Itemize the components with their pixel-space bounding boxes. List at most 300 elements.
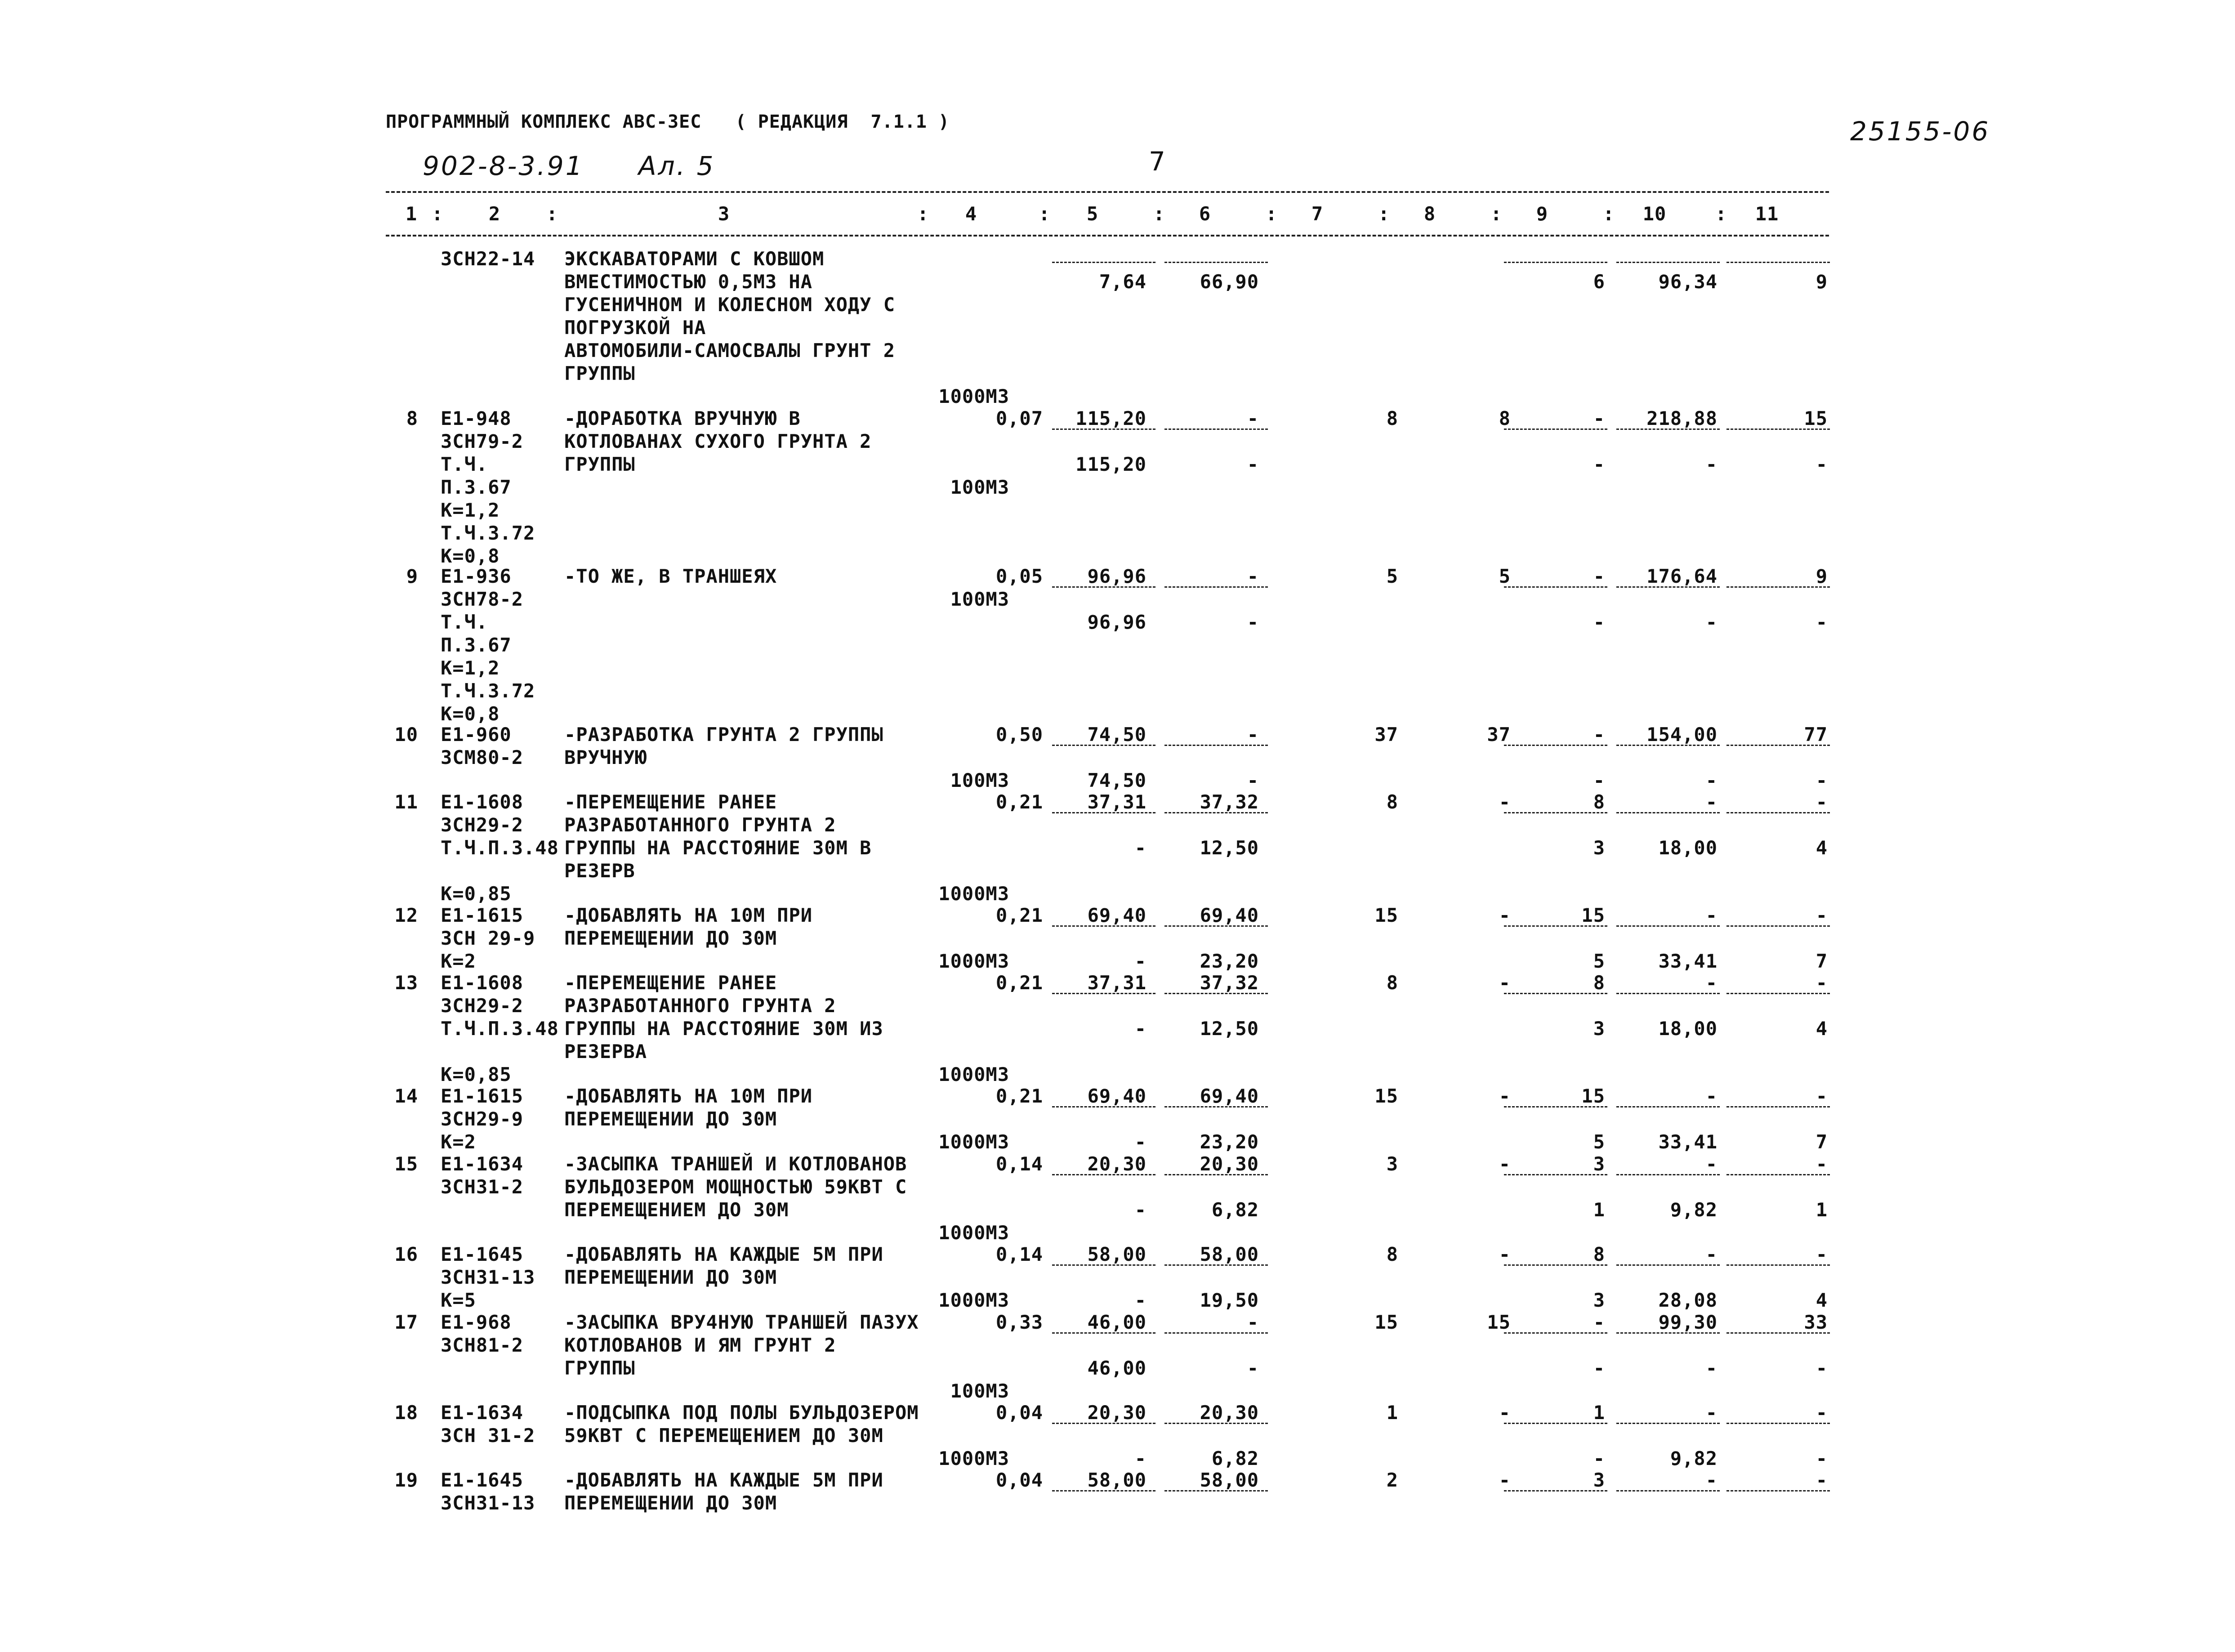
cell-machine-cost: 3: [1593, 1469, 1605, 1491]
unit-of-measure: 1000М3: [938, 950, 1009, 972]
cell-rule: [1504, 812, 1607, 813]
cell-rule: [1616, 1106, 1720, 1107]
norm-code: Е1-960: [441, 723, 512, 746]
cell-rule: [1616, 1490, 1720, 1491]
cell-rule: [1052, 586, 1155, 588]
work-description: -ПЕРЕМЕЩЕНИЕ РАНЕЕ: [564, 972, 777, 994]
cell-rule: [1726, 1264, 1830, 1266]
row-number: 12: [394, 904, 418, 926]
cell-machine-cost: 15: [1581, 1085, 1605, 1107]
cell-machine-wages-total: -: [1593, 1357, 1605, 1379]
cell-unit-cost: 46,00: [1087, 1311, 1146, 1333]
cell-unit-cost-machines: 37,32: [1200, 972, 1259, 994]
cell-machine-cost: 8: [1593, 791, 1605, 813]
cell-total-labor: 8: [1386, 972, 1398, 994]
work-description: ГРУППЫ: [564, 1357, 635, 1379]
norm-code: 3СН31-13: [441, 1266, 535, 1288]
work-description: -ДОБАВЛЯТЬ НА КАЖДЫЕ 5М ПРИ: [564, 1469, 883, 1491]
norm-code: 3СН78-2: [441, 588, 524, 610]
row-number: 9: [406, 565, 418, 587]
cell-wages-total: -: [1705, 769, 1718, 791]
cell-unit-cost-machines: 58,00: [1200, 1243, 1259, 1265]
cell-total-labor: 8: [1386, 1243, 1398, 1265]
cell-labor-wages: 7: [1816, 1131, 1828, 1153]
cell-machine-wages: 6,82: [1211, 1447, 1259, 1469]
work-description: 59КВТ С ПЕРЕМЕЩЕНИЕМ ДО 30М: [564, 1424, 883, 1447]
cell-unit-cost: 69,40: [1087, 904, 1146, 926]
cell-total-cost: -: [1705, 791, 1718, 813]
cell-machine-cost: 15: [1581, 904, 1605, 926]
column-separator: :: [917, 203, 929, 225]
unit-of-measure: 100М3: [950, 769, 1009, 791]
cell-machine-wages: 19,50: [1200, 1289, 1259, 1311]
norm-code: К=5: [441, 1289, 476, 1311]
cell-unit-cost: 115,20: [1075, 407, 1146, 429]
cell-rule: [1052, 1490, 1155, 1491]
cell-machine-wages-total: 3: [1593, 837, 1605, 859]
cell-labor-wages: 1: [1816, 1199, 1828, 1221]
cell-wages: -: [1499, 1402, 1511, 1424]
cell-rule: [1164, 1490, 1268, 1491]
norm-code: 3СН22-14: [441, 248, 535, 270]
cell-labor-wages: 4: [1816, 1018, 1828, 1040]
cell-wages: -: [1499, 791, 1511, 813]
cell-rule: [1726, 812, 1830, 813]
cell-total-cost: -: [1705, 1085, 1718, 1107]
cell-machine-cost: -: [1593, 723, 1605, 746]
header-top-rule: [386, 191, 1829, 193]
row-number: 10: [394, 723, 418, 746]
cell-machine-cost: -: [1593, 1311, 1605, 1333]
cell-rule: [1726, 1423, 1830, 1424]
cell-rule: [1504, 429, 1607, 430]
cell-labor-cost: -: [1816, 1469, 1828, 1491]
cell-total-cost: 176,64: [1646, 565, 1718, 587]
norm-code: К=0,8: [441, 545, 500, 567]
cell-rule: [1164, 745, 1268, 746]
cell-rule: [1052, 1264, 1155, 1266]
cell-rule: [1164, 262, 1268, 263]
cell-wages-total: 33,41: [1658, 1131, 1718, 1153]
work-description: КОТЛОВАНОВ И ЯМ ГРУНТ 2: [564, 1334, 836, 1356]
column-separator: :: [1378, 203, 1390, 225]
work-description: ЭКСКАВАТОРАМИ С КОВШОМ: [564, 248, 825, 270]
cell-unit-cost: 96,96: [1087, 565, 1146, 587]
cell-wages: 5: [1499, 565, 1511, 587]
cell-labor-cost: 33: [1804, 1311, 1828, 1333]
cell-wages: 37: [1487, 723, 1511, 746]
norm-code: 3СН29-2: [441, 814, 524, 836]
norm-code: Т.Ч.П.3.48: [441, 1018, 559, 1040]
unit-of-measure: 1000М3: [938, 1447, 1009, 1469]
cell-quantity: 0,21: [995, 972, 1043, 994]
work-description: -ПЕРЕМЕЩЕНИЕ РАНЕЕ: [564, 791, 777, 813]
cell-machine-wages-total: 3: [1593, 1018, 1605, 1040]
album-number: Ал. 5: [638, 151, 715, 181]
work-description: ПЕРЕМЕЩЕНИИ ДО 30М: [564, 1108, 777, 1130]
cell-unit-cost: 74,50: [1087, 723, 1146, 746]
norm-code: Е1-1608: [441, 791, 524, 813]
row-number: 14: [394, 1085, 418, 1107]
cell-wages-total: 9,82: [1670, 1447, 1718, 1469]
norm-code: Е1-968: [441, 1311, 512, 1333]
cell-total-cost: -: [1705, 904, 1718, 926]
norm-code: К=2: [441, 950, 476, 972]
cell-rule: [1504, 993, 1607, 994]
cell-rule: [1164, 586, 1268, 588]
cell-machine-wages-total: 5: [1593, 1131, 1605, 1153]
unit-of-measure: 100М3: [950, 588, 1009, 610]
cell-rule: [1504, 586, 1607, 588]
cell-rule: [1504, 1264, 1607, 1266]
cell-labor-wages: 4: [1816, 1289, 1828, 1311]
cell-rule: [1726, 993, 1830, 994]
cell-total-cost: 154,00: [1646, 723, 1718, 746]
cell-total-labor: 15: [1374, 1311, 1398, 1333]
cell-total-labor: 15: [1374, 1085, 1398, 1107]
cell-wages-total: 9,82: [1670, 1199, 1718, 1221]
program-title: ПРОГРАММНЫЙ КОМПЛЕКС АВС-ЗЕС ( РЕДАКЦИЯ 7.1.1 ): [386, 112, 950, 132]
column-header-6: 6: [1199, 203, 1211, 225]
column-separator: :: [1490, 203, 1503, 225]
norm-code: Т.Ч.: [441, 611, 488, 633]
row-number: 8: [406, 407, 418, 429]
cell-rule: [1504, 1106, 1607, 1107]
work-description: ПЕРЕМЕЩЕНИЕМ ДО 30М: [564, 1199, 789, 1221]
cell-wages-total: 28,08: [1658, 1289, 1718, 1311]
cell-unit-cost-wages: 96,96: [1087, 611, 1146, 633]
cell-rule: [1726, 1106, 1830, 1107]
cell-rule: [1052, 1332, 1155, 1334]
column-separator: :: [432, 203, 444, 225]
row-number: 18: [394, 1402, 418, 1424]
work-description: АВТОМОБИЛИ-САМОСВАЛЫ ГРУНТ 2: [564, 339, 896, 362]
column-header-10: 10: [1642, 203, 1667, 225]
norm-code: Е1-1634: [441, 1402, 524, 1424]
cell-total-cost: -: [1705, 1402, 1718, 1424]
cell-rule: [1052, 812, 1155, 813]
cell-unit-cost-wages: -: [1134, 1018, 1146, 1040]
norm-code: Т.Ч.3.72: [441, 680, 535, 702]
cell-machine-wages: 12,50: [1200, 837, 1259, 859]
cell-labor-cost: -: [1816, 1085, 1828, 1107]
norm-code: П.3.67: [441, 634, 512, 656]
cell-rule: [1616, 993, 1720, 994]
cell-rule: [1052, 993, 1155, 994]
norm-code: К=2: [441, 1131, 476, 1153]
cell-rule: [1164, 812, 1268, 813]
cell-machine-wages-total: -: [1593, 769, 1605, 791]
cell-machine-wages: -: [1247, 453, 1259, 475]
cell-rule: [1164, 429, 1268, 430]
cell-machine-wages-total: 5: [1593, 950, 1605, 972]
work-description: ВРУЧНУЮ: [564, 746, 647, 768]
cell-labor-cost: -: [1816, 904, 1828, 926]
cell-unit-cost-wages: -: [1134, 950, 1146, 972]
cell-rule: [1164, 993, 1268, 994]
cell-total-cost: 96,34: [1658, 271, 1718, 293]
cell-total-cost: -: [1705, 1153, 1718, 1175]
column-header-3: 3: [718, 203, 730, 225]
cell-unit-cost-wages: 115,20: [1075, 453, 1146, 475]
cell-quantity: 0,07: [995, 407, 1043, 429]
work-description: ПЕРЕМЕЩЕНИИ ДО 30М: [564, 1266, 777, 1288]
norm-code: Е1-1615: [441, 1085, 524, 1107]
cell-rule: [1616, 812, 1720, 813]
cell-wages-total: -: [1705, 611, 1718, 633]
cell-labor-cost: 9: [1816, 271, 1828, 293]
norm-code: П.3.67: [441, 476, 512, 498]
norm-code: 3СН 31-2: [441, 1424, 535, 1447]
cell-rule: [1726, 429, 1830, 430]
column-separator: :: [1039, 203, 1051, 225]
cell-rule: [1726, 1490, 1830, 1491]
norm-code: Е1-936: [441, 565, 512, 587]
work-description: ПЕРЕМЕЩЕНИИ ДО 30М: [564, 1492, 777, 1514]
cell-total-labor: 8: [1386, 791, 1398, 813]
work-description: ГРУППЫ: [564, 453, 635, 475]
cell-rule: [1616, 586, 1720, 588]
norm-code: 3СН31-13: [441, 1492, 535, 1514]
cell-machine-wages: -: [1247, 769, 1259, 791]
cell-unit-cost: 37,31: [1087, 972, 1146, 994]
norm-code: К=1,2: [441, 657, 500, 679]
cell-rule: [1726, 745, 1830, 746]
cell-total-labor: 1: [1386, 1402, 1398, 1424]
work-description: -ДОБАВЛЯТЬ НА 10М ПРИ: [564, 1085, 813, 1107]
row-number: 11: [394, 791, 418, 813]
cell-unit-cost: 58,00: [1087, 1469, 1146, 1491]
work-description: ПЕРЕМЕЩЕНИИ ДО 30М: [564, 927, 777, 949]
cell-quantity: 0,21: [995, 904, 1043, 926]
work-description: ГУСЕНИЧНОМ И КОЛЕСНОМ ХОДУ С: [564, 294, 896, 316]
cell-machine-wages-total: -: [1593, 453, 1605, 475]
cell-quantity: 0,04: [995, 1402, 1043, 1424]
cell-total-labor: 37: [1374, 723, 1398, 746]
cell-total-cost: 99,30: [1658, 1311, 1718, 1333]
cell-rule: [1616, 1264, 1720, 1266]
cell-machine-wages: 12,50: [1200, 1018, 1259, 1040]
cell-labor-cost: 9: [1816, 565, 1828, 587]
cell-unit-cost: 69,40: [1087, 1085, 1146, 1107]
row-number: 15: [394, 1153, 418, 1175]
work-description: ГРУППЫ НА РАССТОЯНИЕ 30М ИЗ: [564, 1018, 883, 1040]
cell-quantity: 0,33: [995, 1311, 1043, 1333]
cell-unit-cost-wages: -: [1134, 1289, 1146, 1311]
norm-code: 3СН81-2: [441, 1334, 524, 1356]
cell-total-cost: -: [1705, 1243, 1718, 1265]
cell-rule: [1052, 262, 1155, 263]
cell-rule: [1726, 1332, 1830, 1334]
cell-quantity: 0,05: [995, 565, 1043, 587]
cell-wages: 15: [1487, 1311, 1511, 1333]
cell-labor-wages: 7: [1816, 950, 1828, 972]
norm-code: Е1-1645: [441, 1243, 524, 1265]
cell-quantity: 0,21: [995, 791, 1043, 813]
work-description: РЕЗЕРВ: [564, 860, 635, 882]
cell-labor-wages: -: [1816, 1357, 1828, 1379]
norm-code: Е1-1634: [441, 1153, 524, 1175]
archive-stamp: 25155-06: [1850, 116, 1990, 147]
cell-unit-cost-machines: 37,32: [1200, 791, 1259, 813]
cell-unit-cost-machines: -: [1247, 407, 1259, 429]
cell-unit-cost-machines: -: [1247, 565, 1259, 587]
cell-machine-wages: -: [1247, 611, 1259, 633]
cell-rule: [1052, 429, 1155, 430]
cell-rule: [1616, 1332, 1720, 1334]
cell-wages: -: [1499, 1243, 1511, 1265]
cell-total-labor: 3: [1386, 1153, 1398, 1175]
column-header-7: 7: [1311, 203, 1324, 225]
cell-unit-cost-machines: -: [1247, 1311, 1259, 1333]
cell-wages: -: [1499, 1469, 1511, 1491]
cell-total-labor: 2: [1386, 1469, 1398, 1491]
cell-labor-cost: 77: [1804, 723, 1828, 746]
norm-code: Е1-1645: [441, 1469, 524, 1491]
cell-rule: [1616, 1423, 1720, 1424]
cell-machine-wages: 6,82: [1211, 1199, 1259, 1221]
cell-machine-cost: 3: [1593, 1153, 1605, 1175]
column-header-1: 1: [405, 203, 418, 225]
cell-rule: [1726, 586, 1830, 588]
cell-wages-total: -: [1705, 453, 1718, 475]
norm-code: Е1-1615: [441, 904, 524, 926]
cell-machine-wages: 23,20: [1200, 1131, 1259, 1153]
cell-wages: 8: [1499, 407, 1511, 429]
cell-machine-cost: 8: [1593, 1243, 1605, 1265]
cell-wages: -: [1499, 1085, 1511, 1107]
column-header-8: 8: [1423, 203, 1436, 225]
cell-rule: [1726, 262, 1830, 263]
cell-rule: [1504, 262, 1607, 263]
work-description: -ЗАСЫПКА ВРУ4НУЮ ТРАНШЕЙ ПАЗУХ: [564, 1311, 919, 1333]
norm-code: Т.Ч.3.72: [441, 522, 535, 544]
cell-wages-total: 18,00: [1658, 837, 1718, 859]
cell-machine-cost: -: [1593, 565, 1605, 587]
cell-rule: [1052, 925, 1155, 927]
cell-machine-wages: -: [1247, 1357, 1259, 1379]
cell-quantity: 0,21: [995, 1085, 1043, 1107]
cell-unit-cost: 7,64: [1099, 271, 1146, 293]
column-header-5: 5: [1086, 203, 1099, 225]
cell-machine-cost: 1: [1593, 1402, 1605, 1424]
cell-machine-cost: 8: [1593, 972, 1605, 994]
cell-unit-cost: 37,31: [1087, 791, 1146, 813]
cell-rule: [1052, 1174, 1155, 1175]
cell-unit-cost: 58,00: [1087, 1243, 1146, 1265]
cell-unit-cost-machines: 20,30: [1200, 1153, 1259, 1175]
norm-code: К=1,2: [441, 499, 500, 521]
column-separator: :: [1603, 203, 1615, 225]
cell-rule: [1164, 1264, 1268, 1266]
work-description: ГРУППЫ: [564, 362, 635, 384]
norm-code: 3СН29-9: [441, 1108, 524, 1130]
work-description: КОТЛОВАНАХ СУХОГО ГРУНТА 2: [564, 430, 872, 452]
cell-unit-cost-machines: -: [1247, 723, 1259, 746]
work-description: БУЛЬДОЗЕРОМ МОЩНОСТЬЮ 59КВТ С: [564, 1176, 907, 1198]
cell-rule: [1504, 925, 1607, 927]
cell-unit-cost-wages: -: [1134, 837, 1146, 859]
header-bottom-rule: [386, 235, 1829, 237]
unit-of-measure: 1000М3: [938, 1063, 1009, 1085]
column-separator: :: [1266, 203, 1278, 225]
column-separator: :: [1715, 203, 1727, 225]
cell-total-labor: 5: [1386, 565, 1398, 587]
cell-unit-cost-wages: 74,50: [1087, 769, 1146, 791]
cell-wages: -: [1499, 972, 1511, 994]
column-separator: :: [1153, 203, 1165, 225]
norm-code: Е1-948: [441, 407, 512, 429]
cell-machine-wages-total: 3: [1593, 1289, 1605, 1311]
cell-rule: [1504, 1174, 1607, 1175]
cell-rule: [1164, 1106, 1268, 1107]
work-description: -ЗАСЫПКА ТРАНШЕЙ И КОТЛОВАНОВ: [564, 1153, 907, 1175]
cell-labor-wages: -: [1816, 453, 1828, 475]
cell-quantity: 0,04: [995, 1469, 1043, 1491]
cell-labor-cost: -: [1816, 791, 1828, 813]
cell-rule: [1052, 1423, 1155, 1424]
norm-code: 3СН79-2: [441, 430, 524, 452]
cell-unit-cost-machines: 69,40: [1200, 904, 1259, 926]
work-description: -ДОБАВЛЯТЬ НА КАЖДЫЕ 5М ПРИ: [564, 1243, 883, 1265]
norm-code: Е1-1608: [441, 972, 524, 994]
page-number: 7: [1149, 146, 1167, 177]
norm-code: К=0,85: [441, 883, 512, 905]
cell-labor-cost: -: [1816, 1243, 1828, 1265]
norm-code: Т.Ч.: [441, 453, 488, 475]
norm-code: 3СН31-2: [441, 1176, 524, 1198]
cell-machine-wages-total: -: [1593, 611, 1605, 633]
norm-code: К=0,8: [441, 703, 500, 725]
unit-of-measure: 100М3: [950, 1380, 1009, 1402]
cell-total-cost: -: [1705, 972, 1718, 994]
cell-total-labor: 8: [1386, 407, 1398, 429]
cell-unit-cost-wages: 46,00: [1087, 1357, 1146, 1379]
cell-rule: [1052, 745, 1155, 746]
cell-rule: [1616, 429, 1720, 430]
cell-unit-cost: 20,30: [1087, 1402, 1146, 1424]
norm-code: К=0,85: [441, 1063, 512, 1085]
cell-rule: [1726, 925, 1830, 927]
cell-rule: [1616, 925, 1720, 927]
cell-rule: [1504, 1423, 1607, 1424]
work-description: -ТО ЖЕ, В ТРАНШЕЯХ: [564, 565, 777, 587]
cell-wages: -: [1499, 1153, 1511, 1175]
cell-machine-cost: -: [1593, 407, 1605, 429]
column-header-2: 2: [488, 203, 501, 225]
work-description: ПОГРУЗКОЙ НА: [564, 317, 706, 339]
row-number: 16: [394, 1243, 418, 1265]
cell-unit-cost-machines: 66,90: [1200, 271, 1259, 293]
unit-of-measure: 1000М3: [938, 1222, 1009, 1244]
cell-total-labor: 15: [1374, 904, 1398, 926]
cell-wages-total: -: [1705, 1357, 1718, 1379]
cell-unit-cost-machines: 69,40: [1200, 1085, 1259, 1107]
cell-rule: [1504, 1490, 1607, 1491]
cell-rule: [1616, 745, 1720, 746]
column-header-9: 9: [1536, 203, 1548, 225]
cell-wages-total: 18,00: [1658, 1018, 1718, 1040]
cell-rule: [1164, 1332, 1268, 1334]
cell-labor-cost: 15: [1804, 407, 1828, 429]
work-description: ГРУППЫ НА РАССТОЯНИЕ 30М В: [564, 837, 872, 859]
row-number: 19: [394, 1469, 418, 1491]
cell-labor-cost: -: [1816, 1153, 1828, 1175]
cell-labor-cost: -: [1816, 972, 1828, 994]
norm-code: 3СН 29-9: [441, 927, 535, 949]
norm-code: 3СН29-2: [441, 995, 524, 1017]
cell-unit-cost-machines: 20,30: [1200, 1402, 1259, 1424]
